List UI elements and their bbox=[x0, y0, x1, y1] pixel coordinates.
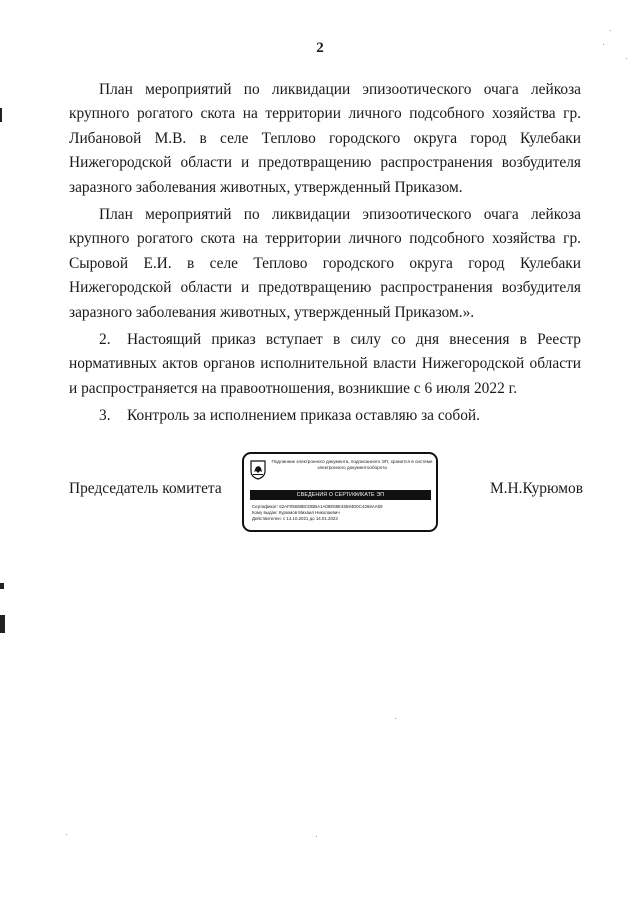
page-number: 2 bbox=[316, 40, 324, 56]
numbered-item-2 bbox=[69, 328, 581, 401]
margin-scan-mark bbox=[0, 615, 5, 633]
stamp-issued-to-line: Кому выдан: Курюмов Михаил Николаевич bbox=[252, 510, 340, 515]
stamp-header: Подлинник электронного документа, подписанного ЭП, хранится в системе электронного документооборота bbox=[271, 459, 433, 470]
scan-speck bbox=[610, 30, 611, 31]
item-text: Настоящий приказ вступает в силу со дня внесения в Реестр нормативных актов органов исполнительной власти Нижегородской области и распространяется на правоотношения, возникшие с 6 июля 2022 г. bbox=[69, 331, 581, 397]
signatory-name: М.Н.Курюмов bbox=[490, 480, 583, 497]
electronic-signature-stamp bbox=[242, 452, 438, 532]
scan-speck bbox=[626, 58, 627, 59]
scan-speck bbox=[66, 834, 67, 835]
scan-speck bbox=[395, 718, 396, 719]
paragraph-plan-syrova: План мероприятий по ликвидации эпизоотического очага лейкоза крупного рогатого скота на территории личного подсобного хозяйства гр. Сыровой Е.И. в селе Теплово городского округа город Кулебаки Нижегородской области и предотвращению распространения возбудителя заразного заболевания животных, утвержденный Приказом.». bbox=[69, 206, 581, 321]
item-number: 2. bbox=[99, 331, 111, 349]
numbered-item-3 bbox=[69, 404, 581, 428]
scan-speck bbox=[603, 44, 604, 45]
stamp-certificate-bar: СВЕДЕНИЯ О СЕРТИФИКАТЕ ЭП bbox=[250, 490, 431, 500]
stamp-certificate-line: Сертификат: 62AF05658BCDBBA1A08E58E45594D0C4268AA59 bbox=[252, 504, 383, 509]
document-body bbox=[69, 78, 581, 429]
stamp-details bbox=[252, 504, 434, 522]
item-text: Контроль за исполнением приказа оставляю за собой. bbox=[127, 407, 480, 425]
coat-of-arms-icon bbox=[250, 460, 266, 480]
paragraph-plan-libanova: План мероприятий по ликвидации эпизоотического очага лейкоза крупного рогатого скота на территории личного подсобного хозяйства гр. Либановой М.В. в селе Теплово городского округа город Кулебаки Нижегородской области и предотвращению распространения возбудителя заразного заболевания животных, утвержденный Приказом. bbox=[69, 81, 581, 196]
signatory-title: Председатель комитета bbox=[69, 480, 222, 497]
margin-scan-mark bbox=[0, 108, 2, 122]
scan-speck bbox=[316, 836, 317, 837]
item-number: 3. bbox=[99, 407, 111, 425]
stamp-valid-line: Действителен: с 14.10.2021 до 14.01.2023 bbox=[252, 516, 338, 521]
margin-scan-mark bbox=[0, 583, 4, 589]
